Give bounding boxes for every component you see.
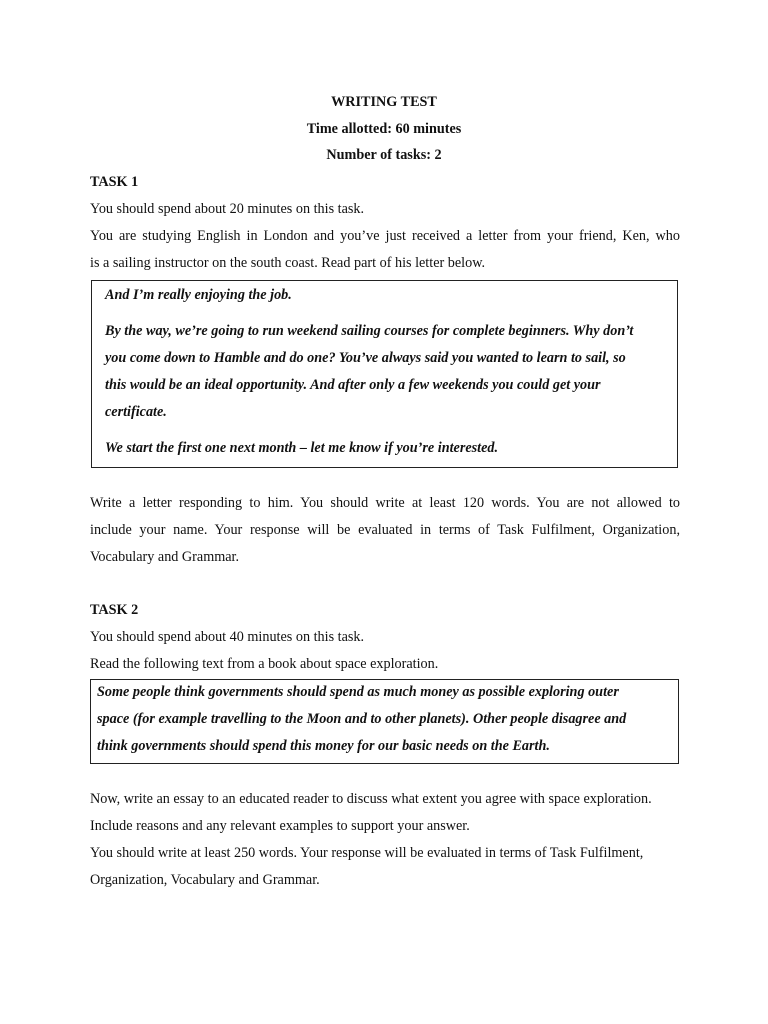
letter-box xyxy=(91,280,678,468)
task1-response-line: include your name. Your response will be evaluated in terms of Task Fulfilment, Organization, xyxy=(90,522,680,538)
letter-line: certificate. xyxy=(105,404,167,420)
task2-response-line: You should write at least 250 words. Your response will be evaluated in terms of Task Fulfilment, xyxy=(90,845,644,861)
letter-line: And I’m really enjoying the job. xyxy=(105,287,292,303)
letter-line: We start the first one next month – let me know if you’re interested. xyxy=(105,440,499,456)
task2-response-line: Organization, Vocabulary and Grammar. xyxy=(90,872,320,888)
quote-box xyxy=(90,679,679,764)
letter-line: you come down to Hamble and do one? You’ve always said you wanted to learn to sail, so xyxy=(105,350,626,366)
task2-instruction: You should spend about 40 minutes on this task. xyxy=(90,629,365,645)
task1-instruction: You should spend about 20 minutes on this task. xyxy=(90,201,365,217)
task1-heading: TASK 1 xyxy=(90,174,139,190)
quote-line: Some people think governments should spend as much money as possible exploring outer xyxy=(97,684,619,700)
task2-context: Read the following text from a book about space exploration. xyxy=(90,656,439,672)
letter-line: this would be an ideal opportunity. And after only a few weekends you could get your xyxy=(105,377,601,393)
time-allotted: Time allotted: 60 minutes xyxy=(306,121,462,137)
letter-line: By the way, we’re going to run weekend sailing courses for complete beginners. Why don’t xyxy=(105,323,634,339)
task2-heading: TASK 2 xyxy=(90,602,139,618)
task1-response-line: Vocabulary and Grammar. xyxy=(90,549,240,565)
page-title: WRITING TEST xyxy=(331,94,437,110)
task2-response-line: Now, write an essay to an educated reader to discuss what extent you agree with space exploration. xyxy=(90,791,652,807)
task1-context-line: is a sailing instructor on the south coast. Read part of his letter below. xyxy=(90,255,486,271)
number-of-tasks: Number of tasks: 2 xyxy=(326,147,442,163)
task2-response-line: Include reasons and any relevant examples to support your answer. xyxy=(90,818,470,834)
quote-line: think governments should spend this money for our basic needs on the Earth. xyxy=(97,738,550,754)
task1-context-line: You are studying English in London and you’ve just received a letter from your friend, Ken, who xyxy=(90,228,680,244)
task1-response-line: Write a letter responding to him. You should write at least 120 words. You are not allowed to xyxy=(90,495,680,511)
quote-line: space (for example travelling to the Moon and to other planets). Other people disagree and xyxy=(97,711,627,727)
